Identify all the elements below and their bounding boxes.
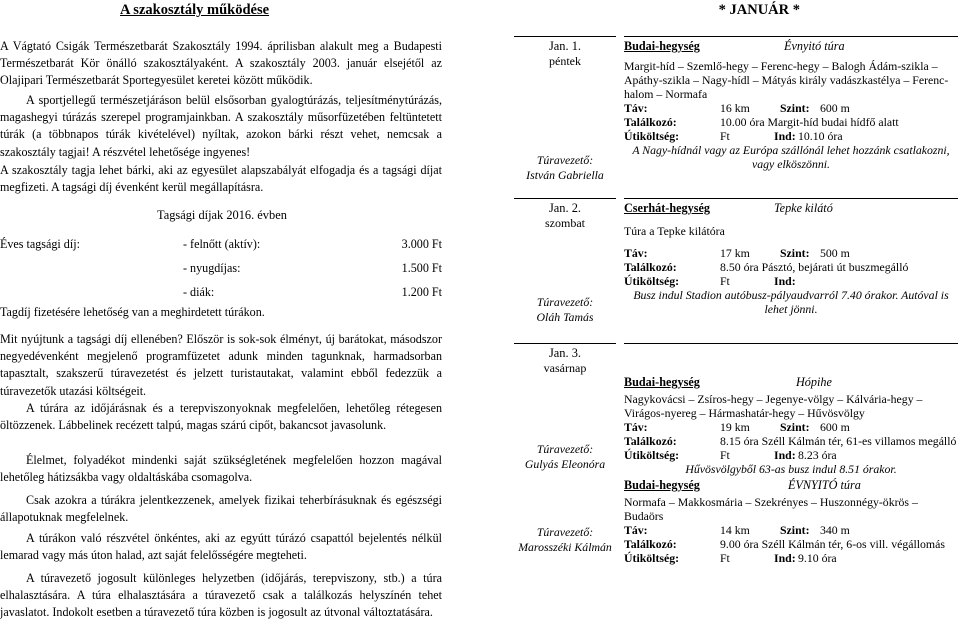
tour-note: Hűvösvölgyből 63-as busz indul 8.51 órakor.	[685, 462, 897, 476]
meeting-label: Találkozó:	[624, 115, 677, 129]
distance-value: 14 km	[720, 523, 750, 537]
meeting-row	[624, 260, 958, 274]
meeting-label: Találkozó:	[624, 537, 677, 551]
cost-value: Ft	[720, 129, 730, 143]
tour-note: A Nagy-hídnál vagy az Európa szállónál lehet hozzánk csatlakozni, vagy elköszönni.	[632, 143, 950, 171]
fee-amount: 1.500 Ft	[401, 261, 442, 275]
tour-details	[624, 343, 958, 565]
elevation-label: Szint:	[780, 420, 810, 434]
programs-paragraph: A sportjellegű természetjáráson belül elsősorban gyalogtúrázás, teljesítménytúrázás, magashegyi túrázás szerepel programjainkban. A szakosztály műsorfüzetében feltüntetett túrák (a többnapos túrák kivételével) nyíltak, azokon bárki részt vehet, nemcsak a szakosztály tagjai! A részvétel lehetősége ingyenes!	[0, 93, 442, 159]
cost-value: Ft	[720, 448, 730, 462]
tour-leader	[514, 525, 616, 555]
tour-route: Nagykovácsi – Zsíros-hegy – Jegenye-völgy – Kálvária-hegy – Virágos-nyereg – Hármashatár-hegy – Hűvösvölgy	[624, 392, 923, 420]
fee-amount: 3.000 Ft	[401, 237, 442, 251]
tour-note: Busz indul Stadion autóbusz-pályaudvarról 7.40 órakor. Autóval is lehet jönni.	[633, 288, 949, 316]
tour-date	[514, 36, 616, 68]
cost-value: Ft	[720, 551, 730, 565]
fees-note: Tagdíj fizetésére lehetőség van a meghirdetett túrákon.	[0, 305, 265, 319]
fees-note-row	[0, 305, 444, 322]
left-column	[0, 0, 456, 628]
distance-label: Táv:	[624, 523, 648, 537]
cost-label: Útiköltség:	[624, 551, 680, 565]
cost-row	[624, 129, 958, 143]
tour-details	[624, 36, 958, 171]
leader-label: Túravezető:	[536, 442, 594, 456]
clothing-paragraph: A túrára az időjárásnak és a terepviszonyoknak megfelelően, lehetőleg rétegesen öltözzenek. Lábbelinek recézett talpú, magas szárú cipőt, bakancsot javasolunk.	[0, 401, 442, 433]
departure-label: Ind:	[774, 551, 796, 565]
distance-row	[624, 420, 958, 434]
benefits-paragraph: Mit nyújtunk a tagsági díj ellenében? Először is sok-sok élményt, új barátokat, másodszor negyedévenként megjelenő programfüzetet adunk minden tagunknak, harmadsorban tapasztalt, szakszerű túravezetést és jelzett turistautakat, valamint ebből fedezzük a túravezetők utazási költségeit.	[0, 332, 442, 398]
membership-paragraph: A szakosztály tagja lehet bárki, aki az egyesület alapszabályát elfogadja és a tagsági díjat megfizeti. A tagsági díj évenként kerül megállapításra.	[0, 163, 442, 195]
fee-row-pensioner	[0, 261, 444, 278]
tour-name: ÉVNYITÓ túra	[788, 478, 861, 492]
distance-label: Táv:	[624, 420, 648, 434]
departure-label: Ind:	[774, 274, 796, 288]
distance-row	[624, 246, 958, 260]
distance-label: Táv:	[624, 101, 648, 115]
departure-label: Ind:	[774, 448, 796, 462]
departure-value: 10.10 óra	[798, 129, 843, 143]
distance-value: 16 km	[720, 101, 750, 115]
weekday: péntek	[549, 54, 581, 68]
elevation-label: Szint:	[780, 101, 810, 115]
leader-name: Marosszéki Kálmán	[518, 540, 612, 554]
fees-label: Éves tagsági díj:	[0, 237, 80, 251]
fitness-paragraph: Csak azokra a túrákra jelentkezzenek, amelyek fizikai teherbírásuknak és egészségi állapotuknak megfelelnek.	[0, 493, 442, 525]
leader-name: Oláh Tamás	[536, 310, 594, 324]
fee-category: - nyugdíjas:	[183, 261, 241, 275]
tour-route: Normafa – Makkosmária – Szekrényes – Huszonnégy-ökrös – Budaörs	[624, 495, 918, 523]
meeting-row	[624, 115, 958, 129]
food-paragraph: Élelmet, folyadékot mindenki saját szükségletének megfelelően hozzon magával lehetőleg hátizsákba vagy oldaltáskába csomagolva.	[0, 453, 442, 485]
distance-value: 17 km	[720, 246, 750, 260]
tour-name: Tepke kilátó	[774, 201, 833, 215]
tour-location: Cserhát-hegység	[624, 201, 710, 215]
cost-label: Útiköltség:	[624, 448, 680, 462]
tour-route: Túra a Tepke kilátóra	[624, 224, 725, 238]
elevation-label: Szint:	[780, 246, 810, 260]
cost-label: Útiköltség:	[624, 129, 680, 143]
right-column	[514, 0, 960, 628]
tour-location: Budai-hegység	[624, 39, 700, 53]
meeting-value: 10.00 óra Margit-híd budai hídfő alatt	[720, 115, 899, 129]
tour-leader	[514, 295, 616, 325]
elevation-value: 340 m	[820, 523, 850, 537]
tour-leader	[514, 153, 616, 183]
tour-location: Budai-hegység	[624, 478, 700, 492]
cost-value: Ft	[720, 274, 730, 288]
tour-name: Hópihe	[796, 375, 832, 389]
distance-row	[624, 101, 958, 115]
tour-name: Évnyitó túra	[784, 39, 845, 53]
date: Jan. 1.	[548, 39, 581, 53]
intro-paragraph: A Vágtató Csigák Természetbarát Szakosztály 1994. áprilisban alakult meg a Budapesti Természetbarát Kör önálló szakosztályaként. A szakosztály 2003. január elsejétől az Olajipari Természetbarát Sportegyesület keretei között működik.	[0, 39, 442, 88]
fees-title: Tagsági díjak 2016. évben	[157, 208, 287, 222]
departure-label: Ind:	[774, 129, 796, 143]
leader-label: Túravezető:	[536, 525, 594, 539]
fee-category: - diák:	[183, 285, 215, 299]
cost-label: Útiköltség:	[624, 274, 680, 288]
distance-value: 19 km	[720, 420, 750, 434]
weekday: vasárnap	[543, 361, 587, 375]
meeting-value: 8.15 óra Széll Kálmán tér, 61-es villamos megálló	[720, 434, 957, 448]
fee-category: - felnőtt (aktív):	[183, 237, 261, 251]
elevation-value: 600 m	[820, 420, 850, 434]
tour-leader	[514, 442, 616, 472]
participation-paragraph: A túrákon való részvétel önkéntes, aki az egyútt túrázó csapattól bejelentés nélkül lemarad vagy más úton halad, azt saját felelősségére megteheti.	[0, 531, 442, 563]
fee-row-student	[0, 285, 444, 302]
leader-label: Túravezető:	[536, 295, 594, 309]
elevation-value: 600 m	[820, 101, 850, 115]
date: Jan. 2.	[548, 201, 581, 215]
meeting-value: 9.00 óra Széll Kálmán tér, 6-os vill. végállomás	[720, 537, 945, 551]
weekday: szombat	[545, 216, 585, 230]
cost-row	[624, 448, 958, 462]
leader-label: Túravezető:	[536, 153, 594, 167]
meeting-label: Találkozó:	[624, 260, 677, 274]
date: Jan. 3.	[548, 346, 581, 360]
meeting-row	[624, 537, 958, 551]
fee-amount: 1.200 Ft	[401, 285, 442, 299]
departure-value: 8.23 óra	[798, 448, 837, 462]
leader-name: István Gabriella	[526, 168, 604, 182]
tour-route: Margit-híd – Szemlő-hegy – Ferenc-hegy – Balogh Ádám-szikla – Apáthy-szikla – Nagy-hídl – Mátyás király vadászkastélya – Ferenc-halom – Normafa	[624, 59, 949, 101]
tour-date	[514, 198, 616, 230]
elevation-label: Szint:	[780, 523, 810, 537]
leader-name: Gulyás Eleonóra	[524, 457, 606, 471]
distance-row	[624, 523, 958, 537]
elevation-value: 500 m	[820, 246, 850, 260]
postponement-paragraph: A túravezető jogosult különleges helyzetben (időjárás, terepviszony, stb.) a túra elhalasztására. A túra elhalasztására a túravezető csak a találkozás helyszínén tehet javaslatot. Indokolt esetben a túravezető túra közben is jogosult az útvonal változtatására.	[0, 571, 442, 620]
cost-row	[624, 274, 958, 288]
distance-label: Táv:	[624, 246, 648, 260]
departure-value: 9.10 óra	[798, 551, 837, 565]
section-title: A szakosztály működése	[120, 2, 270, 18]
month-heading: * JANUÁR *	[718, 2, 800, 18]
meeting-value: 8.50 óra Pásztó, bejárati út buszmegálló	[720, 260, 909, 274]
fee-row-adult	[0, 237, 444, 254]
cost-row	[624, 551, 958, 565]
tour-details	[624, 198, 958, 316]
meeting-row	[624, 434, 958, 448]
tour-location: Budai-hegység	[624, 375, 700, 389]
tour-date	[514, 343, 616, 375]
meeting-label: Találkozó:	[624, 434, 677, 448]
